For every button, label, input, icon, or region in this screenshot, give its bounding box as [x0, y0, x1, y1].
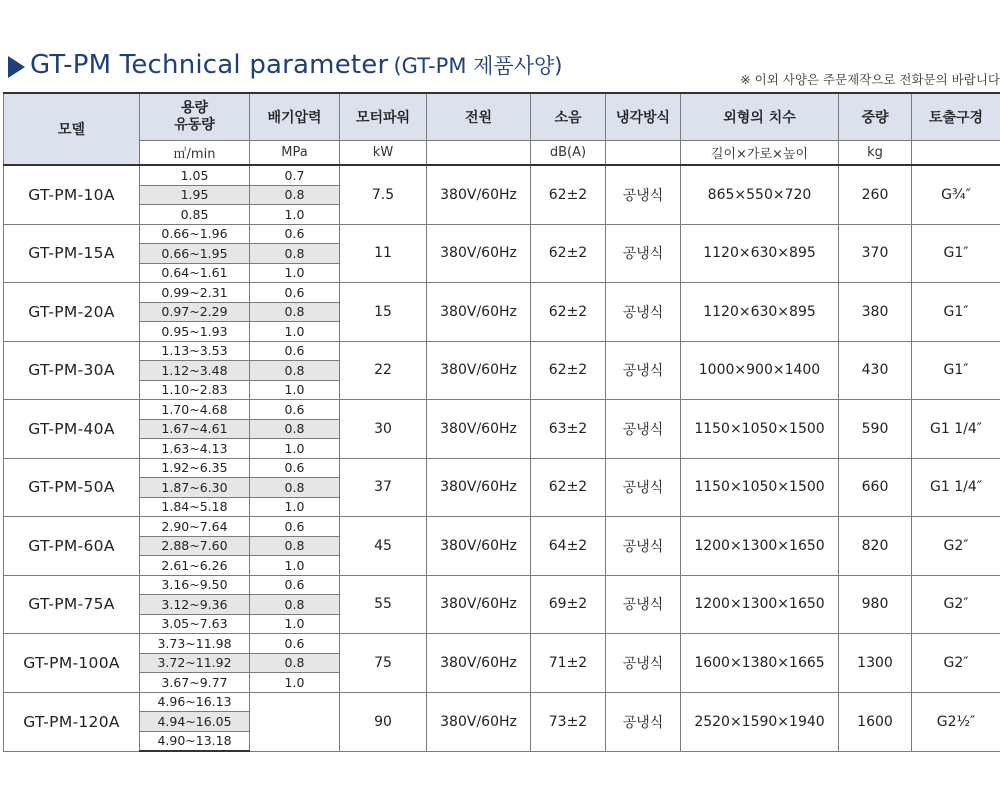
dimensions-cell: 1600×1380×1665 — [681, 634, 839, 693]
power-cell: 380V/60Hz — [427, 341, 531, 400]
cooling-cell: 공냉식 — [606, 575, 681, 634]
pressure-cell: 0.8 — [250, 595, 340, 615]
capacity-cell: 2.88~7.60 — [140, 536, 250, 556]
header-noise: 소음 — [531, 93, 606, 141]
capacity-cell: 1.95 — [140, 185, 250, 205]
table-row — [4, 458, 1000, 478]
motor-cell: 90 — [340, 692, 427, 751]
capacity-cell: 0.66~1.96 — [140, 224, 250, 244]
dimensions-cell: 1120×630×895 — [681, 224, 839, 283]
weight-cell: 430 — [839, 341, 912, 400]
pressure-cell: 1.0 — [250, 205, 340, 225]
pressure-cell: 0.6 — [250, 458, 340, 478]
unit-cooling — [606, 141, 681, 166]
capacity-cell: 1.10~2.83 — [140, 380, 250, 400]
dimensions-cell: 1150×1050×1500 — [681, 458, 839, 517]
capacity-cell: 2.90~7.64 — [140, 517, 250, 537]
order-note: ※ 이외 사양은 주문제작으로 전화문의 바랍니다 — [740, 72, 1000, 87]
model-cell: GT-PM-60A — [4, 517, 140, 576]
unit-dimensions: 길이×가로×높이 — [681, 141, 839, 166]
pressure-cell: 1.0 — [250, 614, 340, 634]
pressure-cell: 1.0 — [250, 497, 340, 517]
unit-outlet — [912, 141, 1000, 166]
unit-power — [427, 141, 531, 166]
capacity-cell: 0.95~1.93 — [140, 322, 250, 342]
power-cell: 380V/60Hz — [427, 283, 531, 342]
table-row — [4, 400, 1000, 420]
dimensions-cell: 1000×900×1400 — [681, 341, 839, 400]
unit-capacity: ㎥/min — [140, 141, 250, 166]
cooling-cell: 공냉식 — [606, 341, 681, 400]
noise-cell: 73±2 — [531, 692, 606, 751]
capacity-cell: 1.84~5.18 — [140, 497, 250, 517]
unit-motor: kW — [340, 141, 427, 166]
header-pressure: 배기압력 — [250, 93, 340, 141]
noise-cell: 62±2 — [531, 283, 606, 342]
pressure-cell: 1.0 — [250, 322, 340, 342]
pressure-cell: 0.6 — [250, 634, 340, 654]
weight-cell: 980 — [839, 575, 912, 634]
table-row — [4, 283, 1000, 303]
noise-cell: 71±2 — [531, 634, 606, 693]
pressure-cell: 0.8 — [250, 302, 340, 322]
pressure-cell: 0.8 — [250, 653, 340, 673]
header-capacity: 용량 유동량 — [140, 93, 250, 141]
power-cell: 380V/60Hz — [427, 575, 531, 634]
motor-cell: 15 — [340, 283, 427, 342]
capacity-cell: 1.13~3.53 — [140, 341, 250, 361]
outlet-cell: G2″ — [912, 517, 1000, 576]
power-cell: 380V/60Hz — [427, 400, 531, 459]
dimensions-cell: 1150×1050×1500 — [681, 400, 839, 459]
noise-cell: 62±2 — [531, 224, 606, 283]
weight-cell: 1600 — [839, 692, 912, 751]
pressure-cell: 0.6 — [250, 283, 340, 303]
capacity-cell: 1.87~6.30 — [140, 478, 250, 498]
capacity-cell: 3.67~9.77 — [140, 673, 250, 693]
unit-weight: kg — [839, 141, 912, 166]
cooling-cell: 공냉식 — [606, 517, 681, 576]
capacity-cell: 0.64~1.61 — [140, 263, 250, 283]
weight-cell: 660 — [839, 458, 912, 517]
cooling-cell: 공냉식 — [606, 283, 681, 342]
pressure-cell: 1.0 — [250, 380, 340, 400]
title-sub: (GT-PM 제품사양) — [393, 54, 563, 78]
unit-noise: dB(A) — [531, 141, 606, 166]
pressure-cell: 0.6 — [250, 517, 340, 537]
spec-table — [3, 92, 1000, 752]
table-row — [4, 517, 1000, 537]
weight-cell: 1300 — [839, 634, 912, 693]
table-row — [4, 165, 1000, 185]
dimensions-cell: 865×550×720 — [681, 165, 839, 224]
motor-cell: 30 — [340, 400, 427, 459]
power-cell: 380V/60Hz — [427, 458, 531, 517]
motor-cell: 37 — [340, 458, 427, 517]
pressure-cell: 0.8 — [250, 244, 340, 264]
motor-cell: 22 — [340, 341, 427, 400]
capacity-cell: 0.85 — [140, 205, 250, 225]
pressure-cell: 0.8 — [250, 361, 340, 381]
noise-cell: 62±2 — [531, 165, 606, 224]
noise-cell: 64±2 — [531, 517, 606, 576]
capacity-cell: 4.94~16.05 — [140, 712, 250, 732]
pressure-cell: 0.6 — [250, 575, 340, 595]
power-cell: 380V/60Hz — [427, 224, 531, 283]
outlet-cell: G1″ — [912, 283, 1000, 342]
motor-cell: 45 — [340, 517, 427, 576]
dimensions-cell: 1200×1300×1650 — [681, 575, 839, 634]
header-dimensions: 외형의 치수 — [681, 93, 839, 141]
capacity-cell: 3.72~11.92 — [140, 653, 250, 673]
capacity-cell: 2.61~6.26 — [140, 556, 250, 576]
cooling-cell: 공냉식 — [606, 692, 681, 751]
pressure-cell: 1.0 — [250, 439, 340, 459]
capacity-cell: 1.70~4.68 — [140, 400, 250, 420]
header-cooling: 냉각방식 — [606, 93, 681, 141]
header-power: 전원 — [427, 93, 531, 141]
pressure-cell: 1.0 — [250, 263, 340, 283]
table-row — [4, 224, 1000, 244]
table-row — [4, 634, 1000, 654]
table-row — [4, 575, 1000, 595]
table-row — [4, 341, 1000, 361]
model-cell: GT-PM-30A — [4, 341, 140, 400]
model-cell: GT-PM-20A — [4, 283, 140, 342]
motor-cell: 75 — [340, 634, 427, 693]
page-title — [30, 50, 562, 80]
noise-cell: 69±2 — [531, 575, 606, 634]
capacity-cell: 3.16~9.50 — [140, 575, 250, 595]
power-cell: 380V/60Hz — [427, 165, 531, 224]
capacity-cell: 3.73~11.98 — [140, 634, 250, 654]
weight-cell: 260 — [839, 165, 912, 224]
pressure-cell: 0.6 — [250, 400, 340, 420]
capacity-cell: 1.63~4.13 — [140, 439, 250, 459]
model-cell: GT-PM-10A — [4, 165, 140, 224]
header-weight: 중량 — [839, 93, 912, 141]
pressure-cell — [250, 692, 340, 751]
weight-cell: 590 — [839, 400, 912, 459]
outlet-cell: G¾″ — [912, 165, 1000, 224]
motor-cell: 7.5 — [340, 165, 427, 224]
unit-pressure: MPa — [250, 141, 340, 166]
title-main: GT-PM Technical parameter — [30, 50, 389, 80]
model-cell: GT-PM-15A — [4, 224, 140, 283]
capacity-cell: 1.92~6.35 — [140, 458, 250, 478]
cooling-cell: 공냉식 — [606, 224, 681, 283]
motor-cell: 55 — [340, 575, 427, 634]
dimensions-cell: 1120×630×895 — [681, 283, 839, 342]
outlet-cell: G1 1/4″ — [912, 458, 1000, 517]
model-cell: GT-PM-50A — [4, 458, 140, 517]
capacity-cell: 0.97~2.29 — [140, 302, 250, 322]
pressure-cell: 0.7 — [250, 165, 340, 185]
dimensions-cell: 1200×1300×1650 — [681, 517, 839, 576]
weight-cell: 370 — [839, 224, 912, 283]
dimensions-cell: 2520×1590×1940 — [681, 692, 839, 751]
outlet-cell: G2½″ — [912, 692, 1000, 751]
triangle-bullet-icon — [8, 56, 25, 78]
capacity-cell: 0.66~1.95 — [140, 244, 250, 264]
motor-cell: 11 — [340, 224, 427, 283]
power-cell: 380V/60Hz — [427, 692, 531, 751]
pressure-cell: 0.8 — [250, 419, 340, 439]
header-outlet: 토출구경 — [912, 93, 1000, 141]
model-cell: GT-PM-75A — [4, 575, 140, 634]
power-cell: 380V/60Hz — [427, 634, 531, 693]
pressure-cell: 0.8 — [250, 536, 340, 556]
table-body — [4, 165, 1000, 751]
capacity-cell: 3.12~9.36 — [140, 595, 250, 615]
table-row — [4, 692, 1000, 712]
outlet-cell: G2″ — [912, 634, 1000, 693]
header-motor: 모터파워 — [340, 93, 427, 141]
cooling-cell: 공냉식 — [606, 458, 681, 517]
power-cell: 380V/60Hz — [427, 517, 531, 576]
weight-cell: 380 — [839, 283, 912, 342]
capacity-cell: 4.96~16.13 — [140, 692, 250, 712]
pressure-cell: 1.0 — [250, 673, 340, 693]
pressure-cell: 0.6 — [250, 224, 340, 244]
weight-cell: 820 — [839, 517, 912, 576]
outlet-cell: G1″ — [912, 341, 1000, 400]
capacity-cell: 0.99~2.31 — [140, 283, 250, 303]
outlet-cell: G1 1/4″ — [912, 400, 1000, 459]
capacity-cell: 3.05~7.63 — [140, 614, 250, 634]
header-model: 모델 — [4, 93, 140, 165]
noise-cell: 63±2 — [531, 400, 606, 459]
pressure-cell: 0.8 — [250, 185, 340, 205]
cooling-cell: 공냉식 — [606, 634, 681, 693]
noise-cell: 62±2 — [531, 458, 606, 517]
capacity-cell: 4.90~13.18 — [140, 731, 250, 751]
header-row — [4, 93, 1000, 141]
unit-row — [4, 141, 1000, 166]
title-row — [8, 50, 1000, 90]
pressure-cell: 0.8 — [250, 478, 340, 498]
capacity-cell: 1.12~3.48 — [140, 361, 250, 381]
model-cell: GT-PM-40A — [4, 400, 140, 459]
cooling-cell: 공냉식 — [606, 400, 681, 459]
capacity-cell: 1.67~4.61 — [140, 419, 250, 439]
pressure-cell: 0.6 — [250, 341, 340, 361]
outlet-cell: G1″ — [912, 224, 1000, 283]
model-cell: GT-PM-100A — [4, 634, 140, 693]
model-cell: GT-PM-120A — [4, 692, 140, 751]
cooling-cell: 공냉식 — [606, 165, 681, 224]
noise-cell: 62±2 — [531, 341, 606, 400]
outlet-cell: G2″ — [912, 575, 1000, 634]
capacity-cell: 1.05 — [140, 165, 250, 185]
pressure-cell: 1.0 — [250, 556, 340, 576]
